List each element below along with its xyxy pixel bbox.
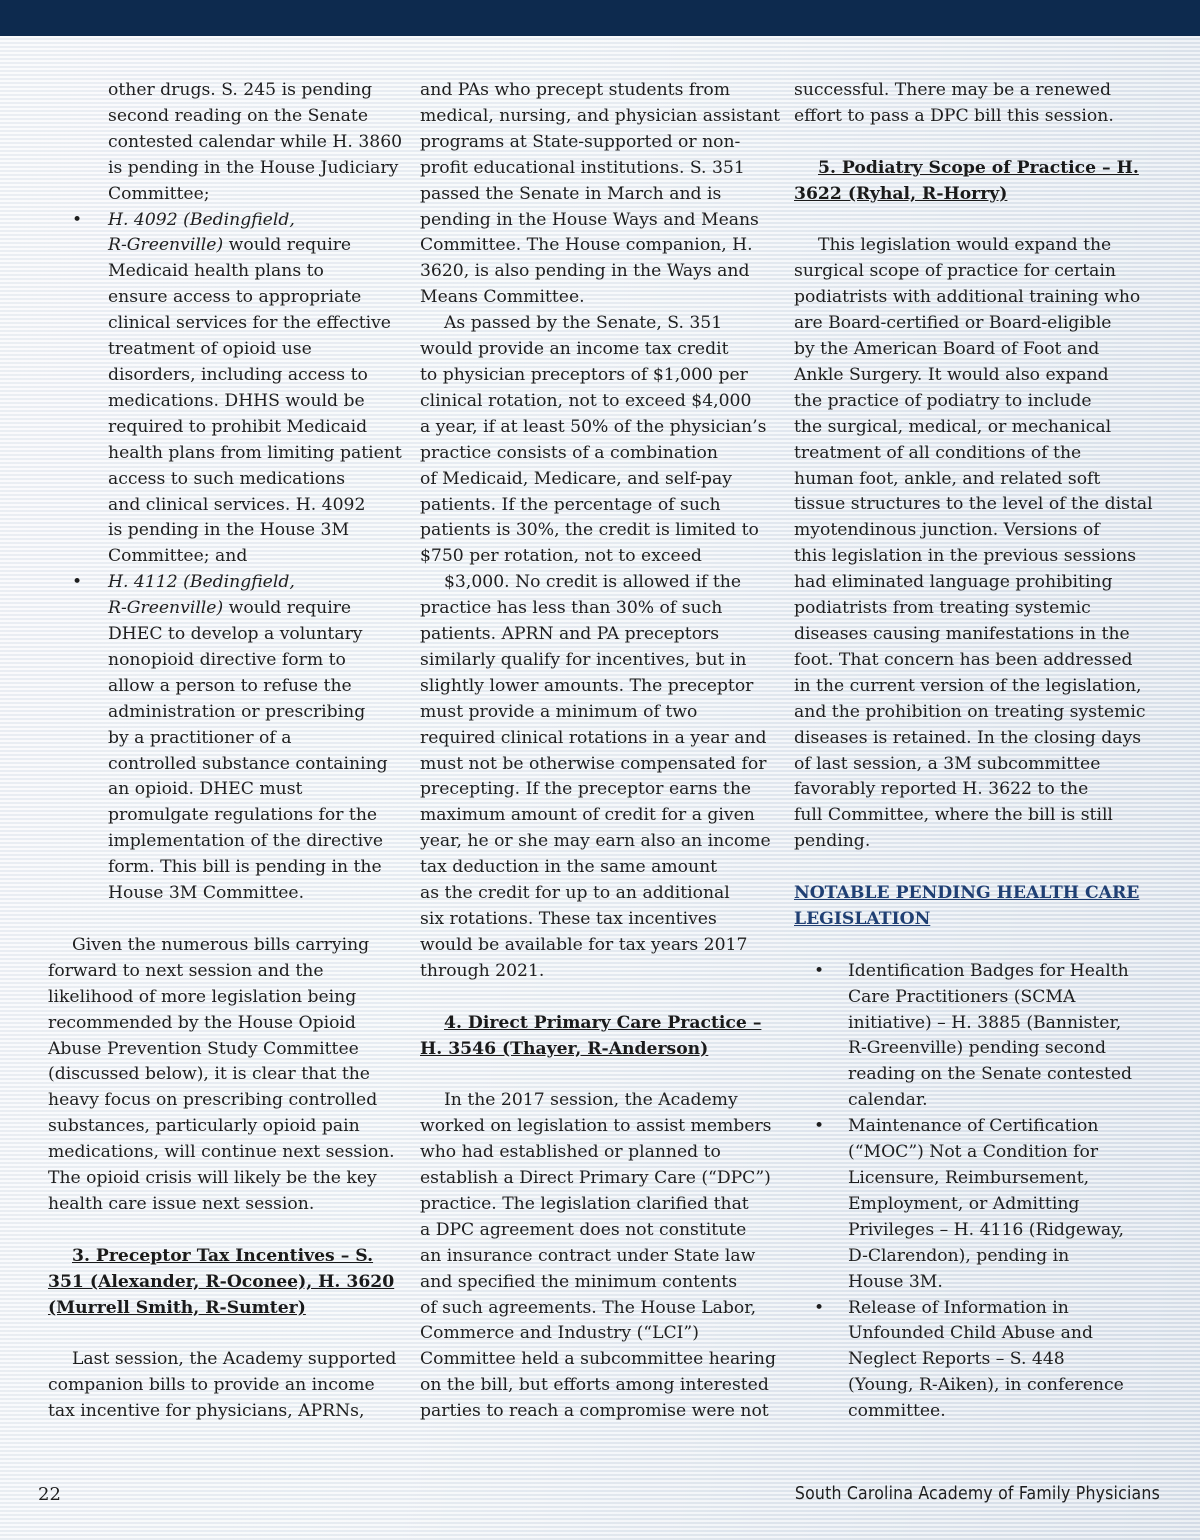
text-line: medical, nursing, and physician assistant	[420, 105, 781, 126]
text-line: parties to reach a compromise were not	[420, 1401, 769, 1422]
section-heading-podiatry	[794, 156, 1142, 208]
bullet-glyph: •	[72, 572, 83, 593]
text-line: Ankle Surgery. It would also expand	[794, 364, 1109, 385]
text-line: ensure access to appropriate	[108, 287, 362, 308]
text-line: surgical scope of practice for certain	[794, 261, 1116, 282]
section-heading-preceptor	[48, 1244, 396, 1322]
spacer	[48, 1321, 396, 1347]
text-line: (“MOC”) Not a Condition for	[848, 1142, 1099, 1163]
text-line: who had established or planned to	[420, 1142, 721, 1163]
opioid-bill-list	[48, 208, 402, 907]
text-line: this legislation in the previous sessions	[794, 546, 1137, 567]
text-line: in the current version of the legislation,	[794, 675, 1142, 696]
text-line: Committee; and	[108, 546, 248, 567]
column-2	[420, 78, 781, 1425]
text-line: contested calendar while H. 3860	[108, 131, 403, 152]
text-line: House 3M Committee.	[108, 883, 305, 904]
text-line: form. This bill is pending in the	[108, 857, 382, 878]
text-line: Identification Badges for Health	[848, 960, 1129, 981]
bullet-glyph: •	[814, 1116, 825, 1137]
text-line: Given the numerous bills carrying	[72, 934, 370, 955]
text-line: treatment of opioid use	[108, 339, 312, 360]
spacer	[48, 907, 396, 933]
text-line: implementation of the directive	[108, 831, 384, 852]
text-line: Release of Information in	[848, 1297, 1069, 1318]
text-line: passed the Senate in March and is	[420, 183, 722, 204]
heading-line: 3622 (Ryhal, R-Horry)	[794, 183, 1008, 204]
preceptor-paragraph	[48, 1347, 396, 1425]
heading-line: 351 (Alexander, R-Oconee), H. 3620	[48, 1271, 395, 1292]
text-line: DHEC to develop a voluntary	[108, 624, 363, 645]
text-line: medications, will continue next session.	[48, 1142, 395, 1163]
bill-citation: R-Greenville)	[108, 235, 224, 256]
text-line: administration or prescribing	[108, 701, 366, 722]
text-line: by a practitioner of a	[108, 727, 292, 748]
text-span: would require	[223, 235, 352, 256]
heading-line: (Murrell Smith, R-Sumter)	[48, 1297, 306, 1318]
spacer	[48, 1218, 396, 1244]
text-line: Licensure, Reimbursement,	[848, 1168, 1090, 1188]
text-line: precepting. If the preceptor earns the	[420, 779, 752, 800]
text-line: profit educational institutions. S. 351	[420, 157, 745, 178]
bill-citation: H. 4092 (Bedingfield,	[108, 209, 295, 230]
text-line: substances, particularly opioid pain	[48, 1116, 360, 1137]
text-line: Privileges – H. 4116 (Ridgeway,	[848, 1219, 1124, 1240]
spacer	[420, 1062, 772, 1088]
spacer	[794, 933, 1142, 959]
text-line: and PAs who precept students from	[420, 80, 731, 100]
text-line: full Committee, where the bill is still	[794, 805, 1113, 826]
page-number: 22	[38, 1484, 61, 1505]
list-item	[48, 570, 396, 907]
text-line: the surgical, medical, or mechanical	[794, 416, 1112, 437]
section-heading-direct-primary-care	[420, 1011, 772, 1063]
text-line: maximum amount of credit for a given	[420, 805, 755, 826]
text-line: pending.	[794, 831, 871, 852]
text-line: foot. That concern has been addressed	[794, 649, 1133, 670]
heading-line: 5. Podiatry Scope of Practice – H.	[818, 157, 1139, 178]
column-3	[794, 78, 1153, 1425]
text-line: six rotations. These tax incentives	[420, 909, 717, 929]
heading-line: LEGISLATION	[794, 908, 931, 929]
text-line: Neglect Reports – S. 448	[848, 1349, 1065, 1370]
text-line: as the credit for up to an additional	[420, 883, 730, 904]
text-line: treatment of all conditions of the	[794, 442, 1082, 463]
text-span: would require	[223, 598, 352, 619]
heading-line: NOTABLE PENDING HEALTH CARE	[794, 883, 1140, 904]
text-line: Last session, the Academy supported	[72, 1349, 397, 1370]
text-line: diseases is retained. In the closing days	[794, 727, 1142, 748]
list-item	[794, 959, 1142, 1114]
text-line: tissue structures to the level of the distal	[794, 494, 1153, 515]
text-line: through 2021.	[420, 960, 545, 981]
dpc-paragraph	[420, 1088, 776, 1425]
text-line: nonopioid directive form to	[108, 649, 346, 670]
section-heading-notable-pending	[794, 881, 1142, 933]
text-line: medications. DHHS would be	[108, 390, 365, 411]
text-line: favorably reported H. 3622 to the	[794, 779, 1089, 800]
text-line: practice consists of a combination	[420, 442, 718, 463]
text-line: Medicaid health plans to	[108, 261, 324, 282]
text-line: calendar.	[848, 1090, 928, 1111]
text-line: programs at State-supported or non-	[420, 131, 741, 152]
text-line: on the bill, but efforts among interested	[420, 1375, 769, 1396]
text-line: had eliminated language prohibiting	[794, 572, 1113, 593]
text-line: other drugs. S. 245 is pending	[108, 80, 373, 100]
text-line: similarly qualify for incentives, but in	[420, 649, 747, 670]
text-line: health care issue next session.	[48, 1193, 315, 1214]
text-line: Maintenance of Certification	[848, 1116, 1099, 1137]
text-line: $750 per rotation, not to exceed	[420, 546, 702, 567]
opioid-summary-paragraph	[48, 933, 396, 1218]
continued-bullet-text	[48, 78, 403, 208]
text-line: and clinical services. H. 4092	[108, 494, 366, 515]
heading-line: 3. Preceptor Tax Incentives – S.	[72, 1245, 374, 1266]
preceptor-paragraph-continued	[420, 78, 781, 311]
text-line: human foot, ankle, and related soft	[794, 468, 1101, 489]
text-line: of such agreements. The House Labor,	[420, 1297, 757, 1318]
text-line: by the American Board of Foot and	[794, 339, 1100, 360]
text-line	[108, 596, 396, 622]
text-line: patients. APRN and PA preceptors	[420, 624, 720, 645]
text-line: reading on the Senate contested	[848, 1064, 1132, 1085]
text-line: patients is 30%, the credit is limited to	[420, 520, 759, 541]
text-line: to physician preceptors of $1,000 per	[420, 364, 748, 385]
tax-credit-paragraph	[420, 311, 772, 985]
text-line: Care Practitioners (SCMA	[848, 986, 1076, 1007]
text-line: $3,000. No credit is allowed if the	[444, 572, 741, 593]
text-line: required to prohibit Medicaid	[108, 416, 368, 437]
text-line: Committee held a subcommittee hearing	[420, 1349, 776, 1370]
text-line: myotendinous junction. Versions of	[794, 520, 1100, 541]
text-line: would provide an income tax credit	[420, 339, 729, 360]
bullet-glyph: •	[72, 209, 83, 230]
text-line: D-Clarendon), pending in	[848, 1245, 1070, 1266]
text-line: This legislation would expand the	[818, 235, 1112, 256]
text-line: clinical rotation, not to exceed $4,000	[420, 390, 752, 411]
text-line: pending in the House Ways and Means	[420, 209, 759, 230]
text-line: clinical services for the effective	[108, 313, 391, 334]
heading-line: H. 3546 (Thayer, R-Anderson)	[420, 1038, 709, 1059]
text-line: required clinical rotations in a year and	[420, 727, 767, 748]
spacer	[420, 985, 772, 1011]
text-line: (Young, R-Aiken), in conference	[848, 1375, 1124, 1396]
bullet-glyph: •	[814, 1297, 825, 1318]
spacer	[794, 855, 1142, 881]
text-line: an opioid. DHEC must	[108, 779, 303, 800]
text-line: and the prohibition on treating systemic	[794, 701, 1146, 722]
text-line: of last session, a 3M subcommittee	[794, 753, 1101, 774]
list-item	[794, 1296, 1142, 1426]
spacer	[794, 130, 1142, 156]
text-line: disorders, including access to	[108, 364, 368, 385]
text-line: patients. If the percentage of such	[420, 494, 721, 515]
text-line: is pending in the House 3M	[108, 520, 350, 541]
text-line: must provide a minimum of two	[420, 701, 698, 722]
text-line: Employment, or Admitting	[848, 1193, 1080, 1214]
list-item	[48, 208, 402, 571]
text-line: are Board-certified or Board-eligible	[794, 313, 1112, 334]
column-1	[48, 78, 403, 1425]
text-line: diseases causing manifestations in the	[794, 624, 1130, 644]
text-line: In the 2017 session, the Academy	[444, 1090, 738, 1111]
text-line: committee.	[848, 1401, 946, 1422]
text-line: recommended by the House Opioid	[48, 1012, 356, 1033]
heading-line: 4. Direct Primary Care Practice –	[444, 1012, 762, 1033]
text-line: practice. The legislation clarified that	[420, 1193, 749, 1214]
text-line: must not be otherwise compensated for	[420, 753, 767, 774]
text-line: year, he or she may earn also an income	[420, 831, 771, 852]
text-line: allow a person to refuse the	[108, 675, 352, 696]
text-line: is pending in the House Judiciary	[108, 157, 399, 178]
text-line: As passed by the Senate, S. 351	[444, 313, 723, 334]
text-line: effort to pass a DPC bill this session.	[794, 105, 1114, 126]
text-line	[108, 570, 396, 596]
text-line: health plans from limiting patient	[108, 442, 402, 463]
podiatry-paragraph	[794, 233, 1153, 855]
bill-citation: H. 4112 (Bedingfield,	[108, 572, 295, 593]
text-line: Committee. The House companion, H.	[420, 235, 753, 256]
text-line: access to such medications	[108, 468, 346, 489]
text-line: a year, if at least 50% of the physician’s	[420, 416, 767, 437]
bill-citation: R-Greenville)	[108, 598, 224, 619]
text-line: practice has less than 30% of such	[420, 598, 723, 619]
text-line: Committee;	[108, 183, 210, 204]
text-line	[108, 233, 396, 259]
text-line: likelihood of more legislation being	[48, 986, 357, 1007]
dpc-paragraph-continued	[794, 78, 1142, 130]
text-line: of Medicaid, Medicare, and self-pay	[420, 468, 732, 489]
text-line: an insurance contract under State law	[420, 1245, 756, 1266]
text-line: worked on legislation to assist members	[420, 1116, 772, 1137]
text-line: The opioid crisis will likely be the key	[48, 1168, 377, 1189]
publication-name: South Carolina Academy of Family Physicians	[794, 1484, 1160, 1504]
text-line: establish a Direct Primary Care (“DPC”)	[420, 1168, 771, 1189]
text-line: a DPC agreement does not constitute	[420, 1219, 747, 1240]
text-line: controlled substance containing	[108, 753, 388, 774]
text-line: (discussed below), it is clear that the	[48, 1064, 370, 1085]
text-line: tax incentive for physicians, APRNs,	[48, 1401, 365, 1422]
list-item	[794, 1114, 1142, 1295]
text-line: Commerce and Industry (“LCI”)	[420, 1323, 699, 1344]
text-line: would be available for tax years 2017	[420, 934, 748, 955]
text-line: 3620, is also pending in the Ways and	[420, 261, 750, 282]
text-line: successful. There may be a renewed	[794, 80, 1111, 100]
text-line: Means Committee.	[420, 287, 585, 308]
text-line: Unfounded Child Abuse and	[848, 1323, 1093, 1344]
text-line: promulgate regulations for the	[108, 805, 378, 826]
bullet-glyph: •	[814, 960, 825, 981]
text-line: R-Greenville) pending second	[848, 1038, 1106, 1059]
text-line: podiatrists from treating systemic	[794, 598, 1091, 619]
text-line: second reading on the Senate	[108, 105, 369, 126]
text-line: and specified the minimum contents	[420, 1271, 738, 1292]
text-line: the practice of podiatry to include	[794, 390, 1092, 411]
spacer	[794, 208, 1142, 234]
text-line: forward to next session and the	[48, 960, 324, 981]
text-line: House 3M.	[848, 1271, 943, 1292]
text-line	[108, 208, 396, 234]
text-line: initiative) – H. 3885 (Bannister,	[848, 1012, 1122, 1033]
notable-legislation-list	[794, 959, 1142, 1425]
top-banner-bar	[0, 0, 1200, 36]
text-line: companion bills to provide an income	[48, 1375, 375, 1396]
text-line: Abuse Prevention Study Committee	[48, 1038, 359, 1059]
text-line: tax deduction in the same amount	[420, 857, 718, 878]
text-line: heavy focus on prescribing controlled	[48, 1090, 378, 1111]
text-line: podiatrists with additional training who	[794, 287, 1141, 308]
text-line: slightly lower amounts. The preceptor	[420, 675, 754, 696]
